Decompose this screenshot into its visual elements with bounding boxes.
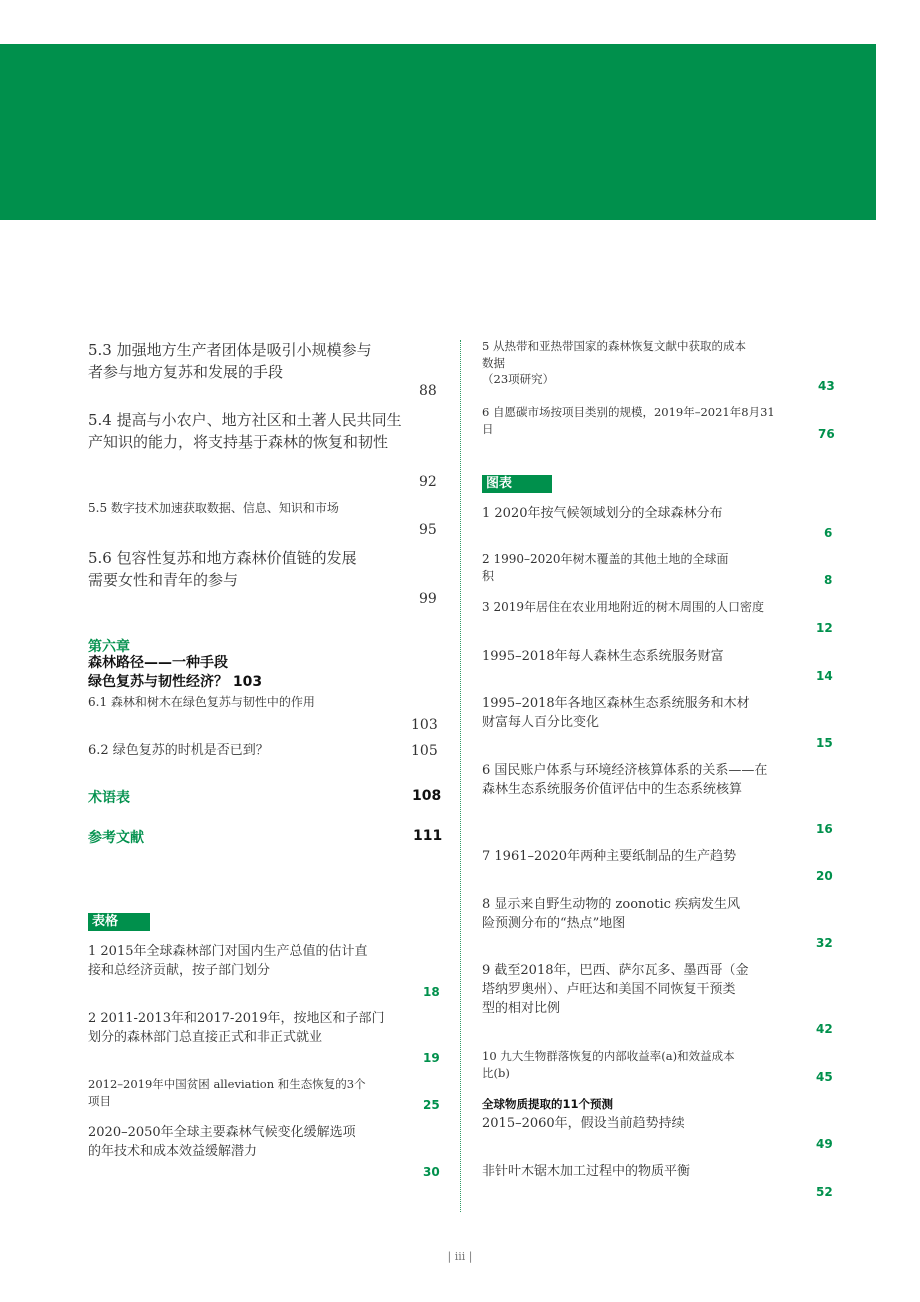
page-number: 12 <box>816 621 833 635</box>
page-number: 6 <box>824 526 833 540</box>
figure-entry-9[interactable]: 9 截至2018年，巴西、萨尔瓦多、墨西哥（金 塔纳罗奥州）、卢旺达和美国不同恢复干预类 型的相对比例 <box>482 963 749 1016</box>
toc-entry-5-6[interactable]: 5.6 包容性复苏和地方森林价值链的发展 需要女性和青年的参与 <box>88 549 357 589</box>
table-entry-1[interactable]: 1 2015年全球森林部门对国内生产总值的估计直 接和总经济贡献，按子部门划分 <box>88 944 368 978</box>
figure-entry-material-balance[interactable]: 非针叶木锯木加工过程中的物质平衡 <box>482 1164 691 1179</box>
table-entry-2[interactable]: 2 2011-2013年和2017-2019年，按地区和子部门 划分的森林部门总直接正式和非正式就业 <box>88 1011 385 1045</box>
page-number: 30 <box>423 1165 440 1179</box>
table-entry-4[interactable]: 2020–2050年全球主要森林气候变化缓解选项 的年技术和成本效益缓解潜力 <box>88 1125 356 1159</box>
toc-entry-5-5[interactable]: 5.5 数字技术加速获取数据、信息、知识和市场 <box>88 501 339 515</box>
page-number: 95 <box>419 522 437 538</box>
table-entry-5[interactable]: 5 从热带和亚热带国家的森林恢复文献中获取的成本 数据 （23项研究） <box>482 339 746 387</box>
page-number: 19 <box>423 1051 440 1065</box>
tables-section-tag: 表格 <box>88 913 150 931</box>
page-number: 25 <box>423 1098 440 1112</box>
page-number: 103 <box>411 717 438 733</box>
references-link[interactable]: 参考文献 <box>88 830 144 846</box>
page-number: 76 <box>818 427 835 441</box>
table-entry-6[interactable]: 6 自愿碳市场按项目类别的规模，2019年–2021年8月31 日 <box>482 405 775 436</box>
figure-entry-6[interactable]: 6 国民账户体系与环境经济核算体系的关系——在 森林生态系统服务价值评估中的生态系统核算 <box>482 763 768 797</box>
page-number: 18 <box>423 985 440 999</box>
projections-heading: 全球物质提取的11个预测 <box>482 1097 614 1111</box>
figures-section-tag: 图表 <box>482 475 552 493</box>
toc-entry-6-1[interactable]: 6.1 森林和树木在绿色复苏与韧性中的作用 <box>88 695 315 709</box>
figure-entry-2[interactable]: 2 1990–2020年树木覆盖的其他土地的全球面 积 <box>482 552 729 584</box>
column-divider <box>460 340 461 1212</box>
page-number: 108 <box>412 788 442 804</box>
page-number: 88 <box>419 383 437 399</box>
page-number: 42 <box>816 1022 833 1036</box>
glossary-link[interactable]: 术语表 <box>88 790 130 806</box>
page-number: 45 <box>816 1070 833 1084</box>
toc-entry-6-2[interactable]: 6.2 绿色复苏的时机是否已到？ <box>88 743 269 758</box>
header-banner <box>0 44 876 220</box>
chapter-6-label: 第六章 <box>88 639 130 655</box>
page-number: 15 <box>816 736 833 750</box>
figure-entry-1[interactable]: 1 2020年按气候领域划分的全球森林分布 <box>482 506 723 521</box>
page-number: 105 <box>411 743 438 759</box>
figure-entry-8[interactable]: 8 显示来自野生动物的 zoonotic 疾病发生风 险预测分布的“热点”地图 <box>482 897 741 931</box>
page-number: 99 <box>419 591 437 607</box>
page-number: 92 <box>419 474 437 490</box>
figure-entry-4[interactable]: 1995–2018年每人森林生态系统服务财富 <box>482 649 724 664</box>
toc-entry-5-4[interactable]: 5.4 提高与小农户、地方社区和土著人民共同生 产知识的能力，将支持基于森林的恢复和韧性 <box>88 411 402 451</box>
page-number: 16 <box>816 822 833 836</box>
page-number: 32 <box>816 936 833 950</box>
table-entry-3[interactable]: 2012–2019年中国贫困 alleviation 和生态恢复的3个 项目 <box>88 1077 366 1108</box>
page-number: 20 <box>816 869 833 883</box>
figure-entry-projections[interactable]: 2015–2060年，假设当前趋势持续 <box>482 1116 685 1131</box>
page-footer-number: | iii | <box>447 1250 473 1263</box>
page-number: 52 <box>816 1185 833 1199</box>
figure-entry-7[interactable]: 7 1961–2020年两种主要纸制品的生产趋势 <box>482 849 737 864</box>
page-number: 111 <box>413 828 443 844</box>
page-number: 49 <box>816 1137 833 1151</box>
figure-entry-5[interactable]: 1995–2018年各地区森林生态系统服务和木材 财富每人百分比变化 <box>482 696 750 730</box>
page-number: 43 <box>818 379 835 393</box>
page-number: 8 <box>824 573 833 587</box>
chapter-6-title[interactable]: 森林路径——一种手段 绿色复苏与韧性经济？ 103 <box>88 655 263 690</box>
figure-entry-3[interactable]: 3 2019年居住在农业用地附近的树木周围的人口密度 <box>482 600 764 614</box>
figure-entry-10[interactable]: 10 九大生物群落恢复的内部收益率(a)和效益成本 比(b) <box>482 1049 735 1080</box>
page-number: 14 <box>816 669 833 683</box>
toc-entry-5-3[interactable]: 5.3 加强地方生产者团体是吸引小规模参与 者参与地方复苏和发展的手段 <box>88 341 372 381</box>
